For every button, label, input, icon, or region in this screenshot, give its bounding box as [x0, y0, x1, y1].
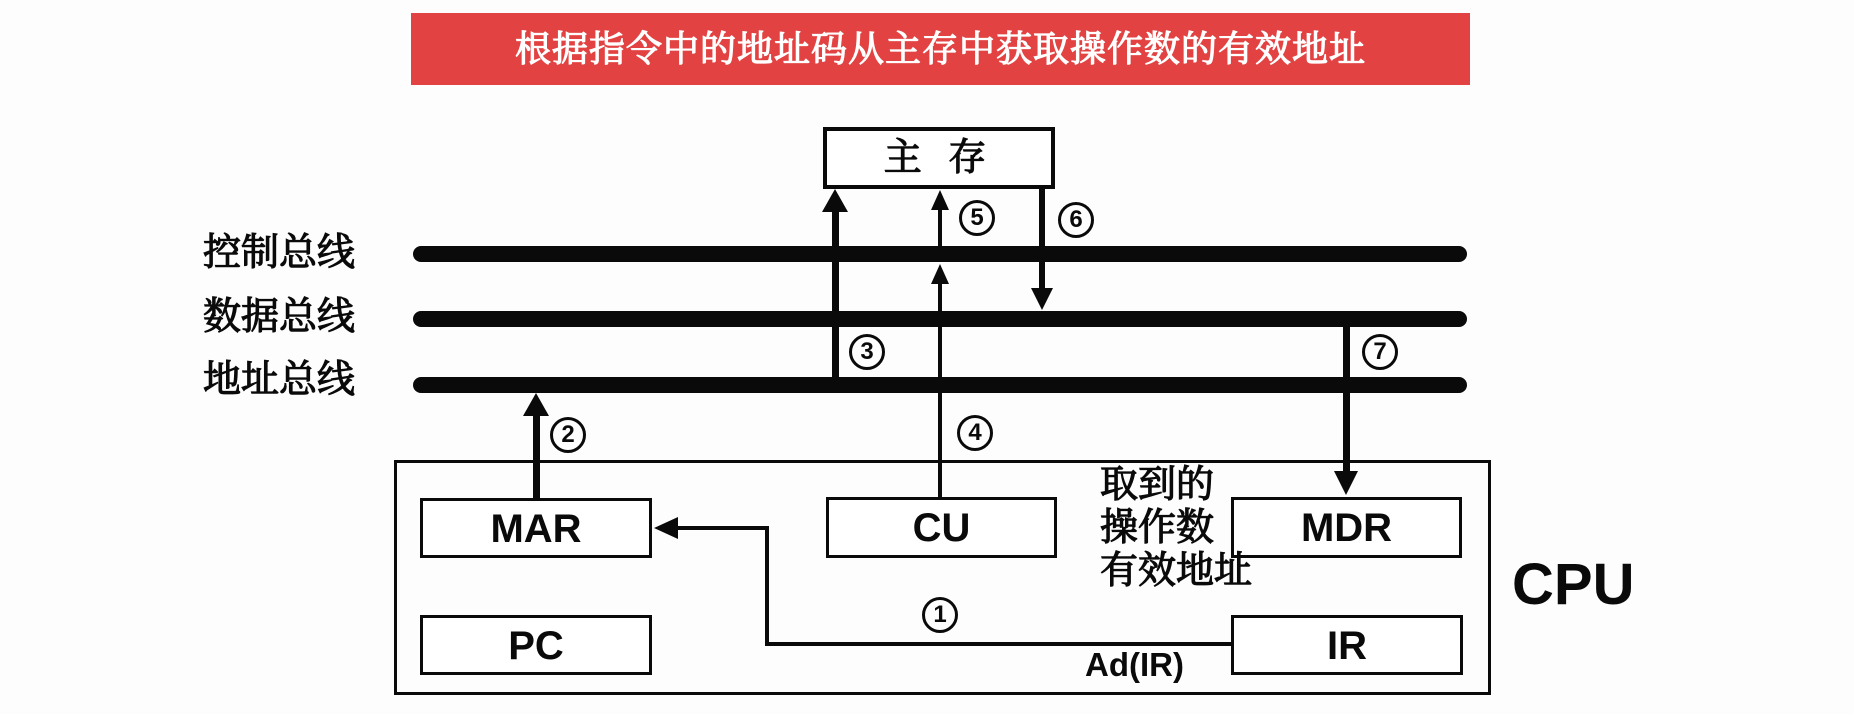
cu-register-box: CU: [826, 497, 1057, 558]
arrow-3-up-arrowhead: [822, 189, 848, 212]
title-banner: 根据指令中的地址码从主存中获取操作数的有效地址: [411, 13, 1470, 85]
control-bus-label: 控制总线: [202, 232, 355, 274]
step-badge-7: 7: [1362, 334, 1398, 370]
step-badge-1: 1: [922, 597, 958, 633]
note-line-3: 有效地址: [1100, 550, 1253, 592]
arrow-4-up-arrowhead: [931, 264, 949, 284]
ir-register-box: IR: [1231, 615, 1463, 675]
step-badge-3: 3: [849, 334, 885, 370]
arrow-2-up-arrowhead: [523, 393, 549, 416]
fetched-operand-note: [1100, 464, 1252, 593]
step-badge-4: 4: [957, 415, 993, 451]
mdr-register-box: MDR: [1231, 497, 1462, 558]
data-bus-label: 数据总线: [202, 296, 355, 338]
arrow-6-down-arrowhead: [1031, 288, 1053, 310]
pc-register-box: PC: [420, 615, 652, 675]
step-badge-2: 2: [550, 417, 586, 453]
address-bus-label: 地址总线: [202, 359, 355, 401]
step-badge-5: 5: [959, 200, 995, 236]
arrow-5-up-arrowhead: [931, 190, 949, 210]
arrow-7-data-bus-to-mdr-shaft: [1343, 327, 1350, 473]
arrow-3-address-bus-to-memory-shaft: [832, 209, 839, 378]
main-memory-box: 主 存: [823, 127, 1055, 189]
arrow-6-memory-to-data-bus-shaft: [1039, 189, 1045, 290]
step-badge-6: 6: [1058, 202, 1094, 238]
cpu-label: CPU: [1512, 552, 1635, 617]
note-line-2: 操作数: [1100, 507, 1215, 549]
mar-register-box: MAR: [420, 498, 652, 558]
arrow-5-control-bus-to-memory-shaft: [938, 207, 942, 246]
ad-ir-label: Ad(IR): [1085, 646, 1184, 683]
note-line-1: 取到的: [1100, 464, 1215, 506]
control-bus-line: [413, 246, 1467, 262]
